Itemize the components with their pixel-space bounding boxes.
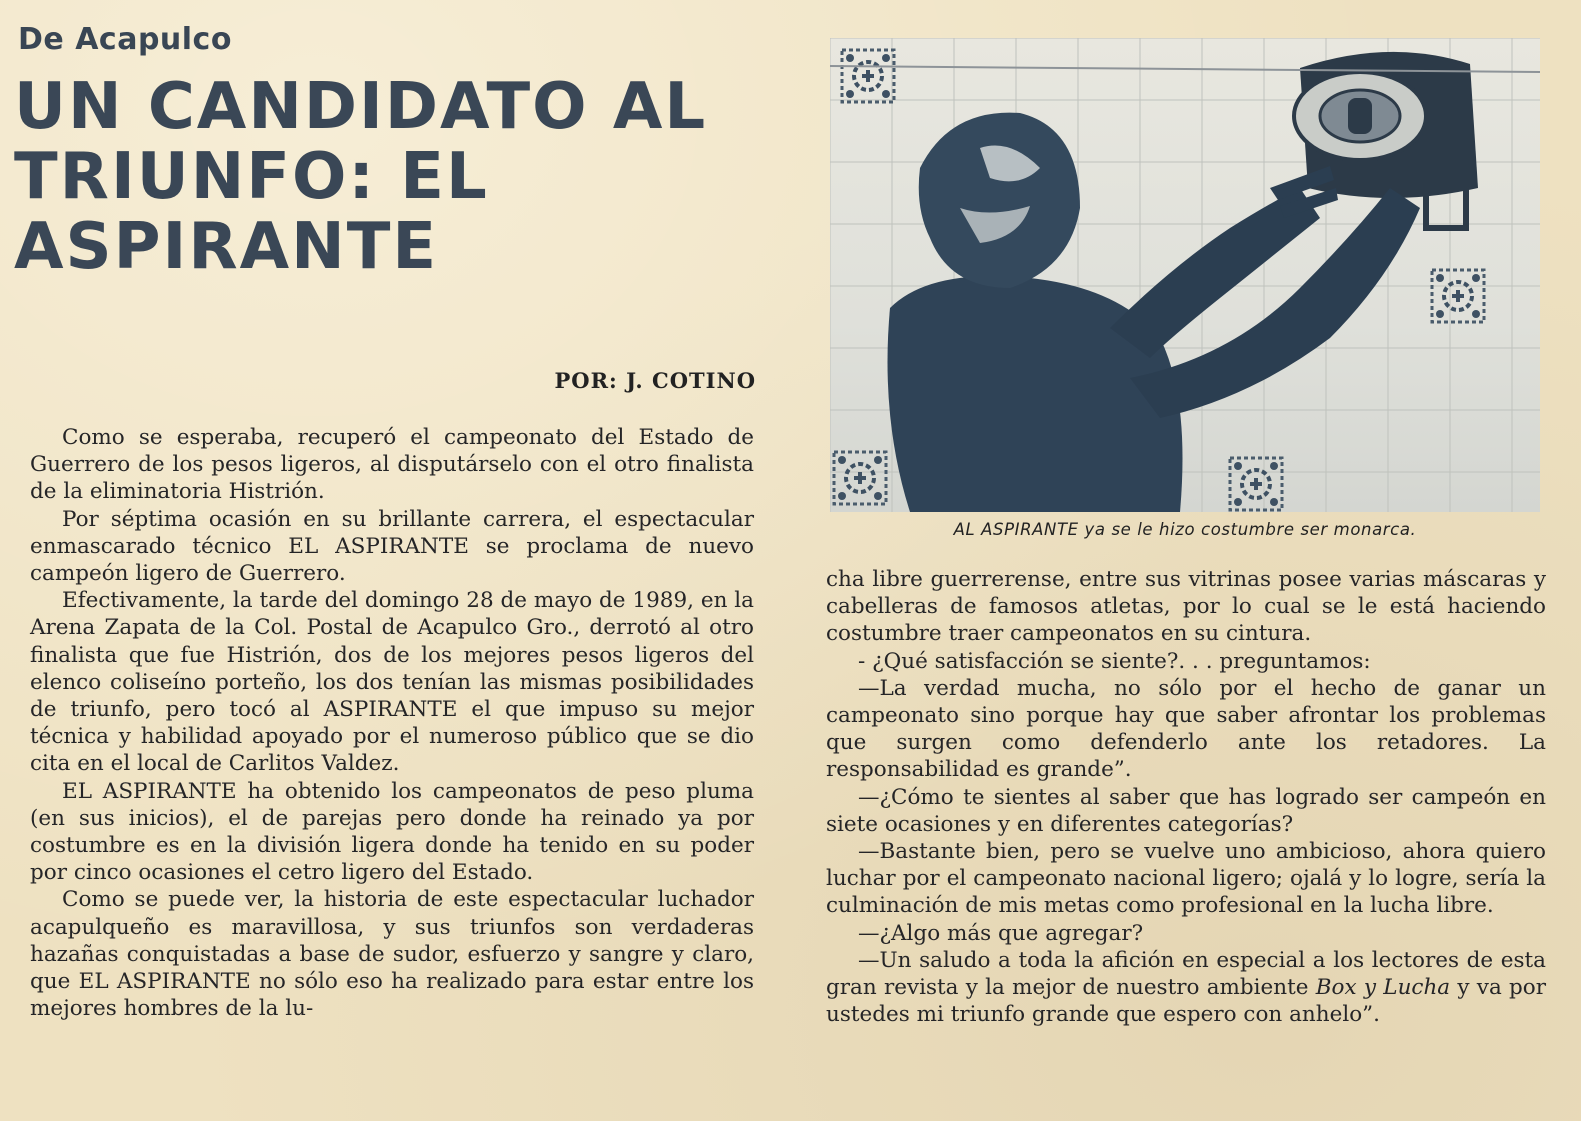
photo-caption: AL ASPIRANTE ya se le hizo costumbre ser monarca. [953,520,1417,539]
byline: POR: J. COTINO [554,368,756,393]
paragraph: EL ASPIRANTE ha obtenido los campeonatos de peso pluma (en sus inicios), el de parejas pero donde ha reinado ya por costumbre es en la división ligera donde ha tenido en su poder por cinco ocasiones el cetro ligero del Estado. [30,778,754,886]
paragraph: Efectivamente, la tarde del domingo 28 de mayo de 1989, en la Arena Zapata de la Col. Postal de Acapulco Gro., derrotó al otro finalista que fue Histrión, dos de los mejores pesos ligeros del elenco coliseíno porteño, los dos tenían las mismas posibilidades de triunfo, pero tocó al ASPIRANTE el que impuso su mejor técnica y habilidad apoyado por el numeroso público que se dio cita en el local de Carlitos Valdez. [30,588,754,777]
paragraph: Como se puede ver, la historia de este espectacular luchador acapulqueño es maravillosa, y sus triunfos son verdaderas hazañas conquistadas a base de sudor, esfuerzo y sangre y claro, que EL ASPIRANTE no sólo eso ha realizado para estar entre los mejores hombres de la lu- [30,887,754,1022]
paragraph [826,947,1546,1029]
headline [14,72,734,282]
article-body-right-column [826,566,1546,1028]
paragraph: Por séptima ocasión en su brillante carrera, el espectacular enmascarado técnico EL ASPIRANTE se proclama de nuevo campeón ligero de Guerrero. [30,506,754,587]
section-kicker: De Acapulco [18,22,232,57]
magazine-name: Box y Lucha [1315,975,1451,1001]
paragraph: —La verdad mucha, no sólo por el hecho de ganar un campeonato sino porque hay que saber afrontar los problemas que surgen como defenderlo ante los retadores. La responsabilidad es grande”. [826,675,1546,783]
headline-line-3: ASPIRANTE [14,210,439,284]
photo-illustration [830,38,1540,512]
paragraph: - ¿Qué satisfacción se siente?. . . preguntamos: [858,648,1371,674]
paragraph: —Bastante bien, pero se vuelve uno ambicioso, ahora quiero luchar por el campeonato nacional ligero; ojalá y lo logre, sería la culminación de mis metas como profesional en la lucha libre. [826,839,1546,919]
paragraph: —¿Cómo te sientes al saber que has logrado ser campeón en siete ocasiones y en diferentes categorías? [826,784,1546,837]
headline-line-1: UN CANDIDATO AL [14,70,708,144]
paragraph: cha libre guerrerense, entre sus vitrinas posee varias máscaras y cabelleras de famosos atletas, por lo cual se le está haciendo costumbre traer campeonatos en su cintura. [826,567,1546,647]
headline-line-2: TRIUNFO: EL [14,140,489,214]
paragraph: Como se esperaba, recuperó el campeonato del Estado de Guerrero de los pesos ligeros, al disputárselo con el otro finalista de la eliminatoria Histrión. [30,425,754,505]
article-body-left-column [30,424,754,1022]
paragraph-text: y va por ustedes mi triunfo grande que espero con anhelo”. [826,975,1547,1028]
paragraph: —¿Algo más que agregar? [858,920,1144,946]
masked-wrestler-photo-icon [830,38,1540,512]
paragraph-text: —Un saludo a toda la afición en especial a los lectores de esta gran revista y la mejor de nuestro ambiente [826,947,1546,1001]
